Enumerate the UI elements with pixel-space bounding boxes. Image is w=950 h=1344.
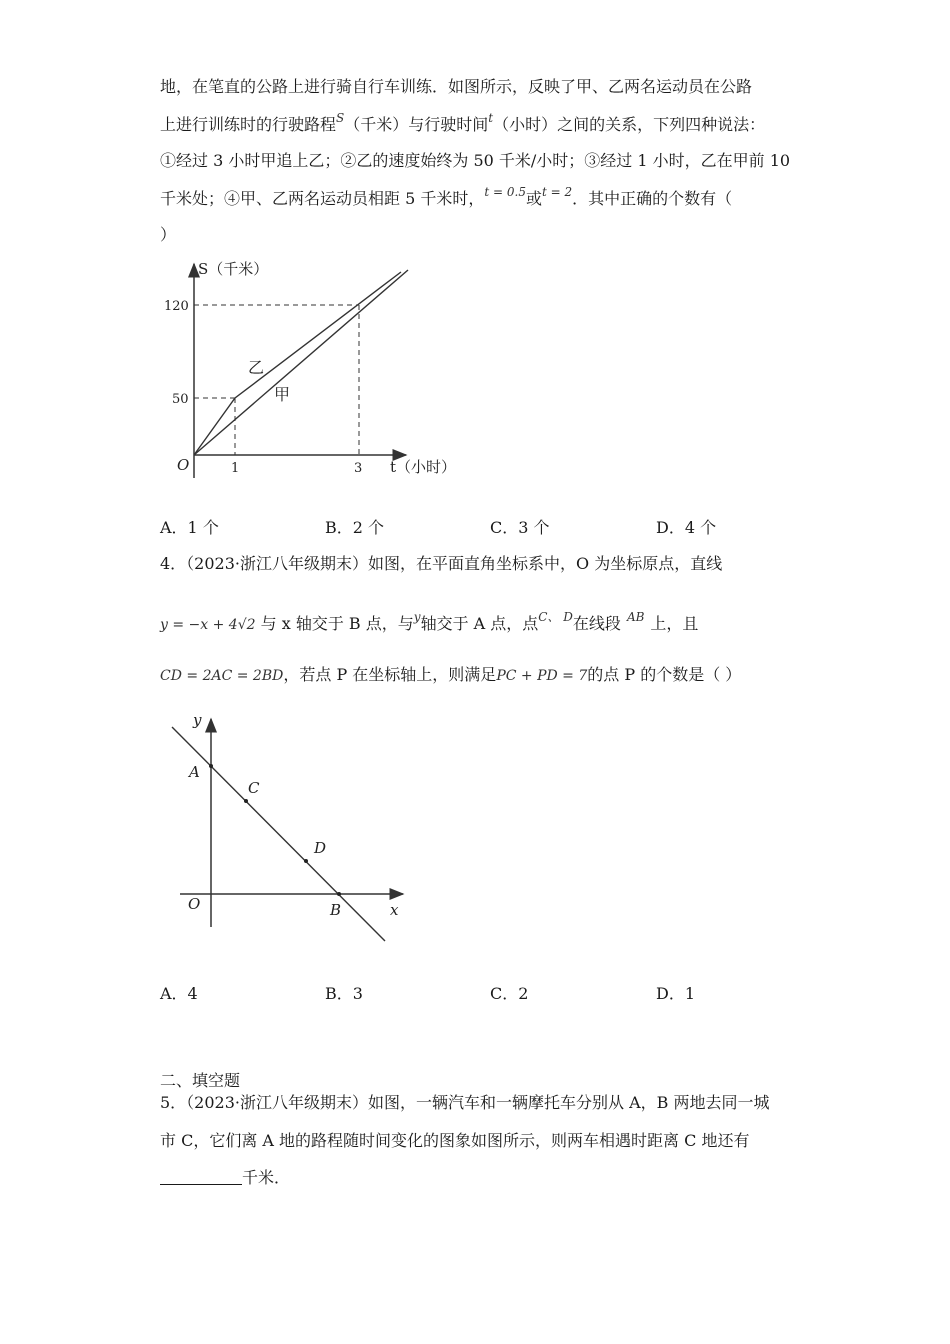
q4-option-d[interactable]: D．1 — [656, 984, 696, 1003]
q3-text: ．其中正确的个数有（ — [572, 189, 733, 208]
q3-option-d[interactable]: D．4 个 — [656, 518, 717, 537]
q3-line-1: 地，在笔直的公路上进行骑自行车训练．如图所示，反映了甲、乙两名运动员在公路 — [160, 77, 753, 96]
q3-x-tick-3: 3 — [354, 461, 363, 476]
q3-y-tick-120: 120 — [164, 299, 189, 314]
q3-option-c[interactable]: C．3 个 — [490, 518, 550, 537]
math-t: t — [488, 111, 494, 125]
math-y: y — [413, 610, 421, 624]
q4-option-b[interactable]: B．3 — [325, 984, 363, 1003]
q5-answer-blank[interactable] — [160, 1168, 242, 1185]
q4-point-a — [209, 764, 213, 768]
q5-text: 千米． — [242, 1168, 291, 1187]
q4-text: 上，且 — [650, 614, 699, 633]
q4-label-d: D — [314, 839, 327, 857]
q4-text: ，若点 P 在坐标轴上，则满足 — [283, 665, 497, 684]
q3-distance-time-graph — [150, 250, 470, 490]
q3-text: 千米处；④甲、乙两名运动员相距 5 千米时， — [160, 189, 485, 208]
q3-text: （千米）与行驶时间 — [344, 115, 489, 134]
math-pc-pd: PC + PD = 7 — [496, 668, 588, 684]
q4-label-o: O — [188, 895, 201, 913]
q3-text: （小时）之间的关系，下列四种说法： — [493, 115, 766, 134]
q3-y-axis-label: S（千米） — [198, 260, 269, 278]
section-title: 二、填空题 — [160, 1071, 241, 1090]
q4-line-3 — [160, 665, 741, 686]
q4-text: 与 x 轴交于 B 点，与 — [260, 614, 414, 633]
q4-text: 的点 P 的个数是（ ） — [587, 665, 742, 684]
q3-text: 上进行训练时的行驶路程 — [160, 115, 337, 134]
math-t-value-1: t = 0.5 — [484, 185, 526, 199]
q3-label-yi: 乙 — [248, 358, 265, 377]
q3-origin-label: O — [177, 456, 190, 474]
q4-label-b: B — [330, 901, 342, 919]
q3-line-jia — [194, 270, 408, 455]
math-s: S — [336, 111, 345, 125]
q3-x-axis-label: t（小时） — [390, 458, 457, 476]
q3-text-or: 或 — [525, 189, 542, 208]
q3-option-b[interactable]: B．2 个 — [325, 518, 385, 537]
q3-option-a[interactable]: A．1 个 — [160, 518, 219, 537]
q3-line-5: ） — [160, 225, 177, 244]
q4-label-c: C — [248, 779, 260, 797]
q4-label-x: x — [390, 901, 399, 919]
math-cd-relation: CD = 2AC = 2BD — [160, 668, 284, 684]
q4-label-y: y — [193, 711, 202, 729]
q5-line-2: 市 C，它们离 A 地的路程随时间变化的图象如图所示，则两车相遇时距离 C 地还有 — [160, 1131, 750, 1150]
math-line-equation: y = −x + 4√2 — [160, 617, 256, 633]
q4-point-d — [304, 859, 308, 863]
q3-y-tick-50: 50 — [172, 392, 189, 407]
q4-text: 轴交于 A 点，点 — [420, 614, 539, 633]
math-ab: AB — [626, 610, 645, 624]
q3-label-jia: 甲 — [274, 385, 291, 404]
q4-point-c — [244, 799, 248, 803]
q4-option-c[interactable]: C．2 — [490, 984, 529, 1003]
q3-x-tick-1: 1 — [231, 461, 240, 476]
math-cd: C、 D — [538, 610, 573, 624]
q3-line-2 — [160, 111, 766, 136]
q4-point-b — [337, 892, 341, 896]
q4-option-a[interactable]: A．4 — [160, 984, 198, 1003]
q3-line-4 — [160, 185, 733, 210]
q4-line-1: 4．（2023·浙江八年级期末）如图，在平面直角坐标系中，O 为坐标原点，直线 — [160, 554, 723, 573]
q4-text: 在线段 — [572, 614, 621, 633]
q5-line-3 — [160, 1168, 290, 1188]
q3-line-3: ①经过 3 小时甲追上乙；②乙的速度始终为 50 千米/小时；③经过 1 小时，乙在甲前 10 — [160, 151, 791, 170]
q4-line-2 — [160, 610, 699, 635]
q4-label-a: A — [189, 763, 200, 781]
q4-line-ab — [172, 727, 385, 941]
q5-line-1: 5．（2023·浙江八年级期末）如图，一辆汽车和一辆摩托车分别从 A，B 两地去同一城 — [160, 1093, 770, 1112]
math-t-value-2: t = 2 — [541, 185, 573, 199]
q4-coordinate-graph — [160, 705, 420, 950]
